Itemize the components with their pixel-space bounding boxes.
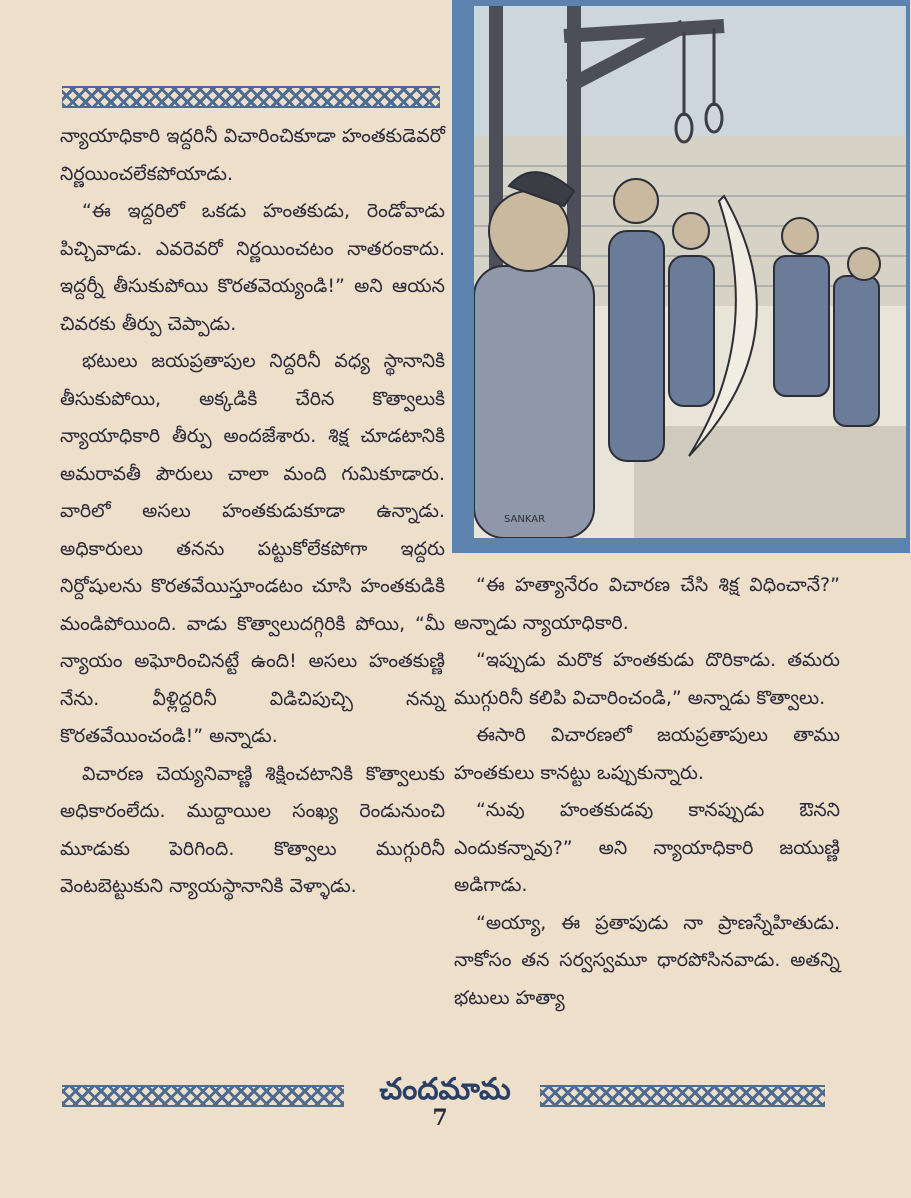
story-column-left	[60, 118, 445, 906]
story-column-right	[454, 567, 840, 1017]
paragraph: ఈసారి విచారణలో జయప్రతాపులు తాము హంతకులు కానట్టు ఒప్పుకున్నారు.	[454, 724, 840, 784]
artist-signature: SANKAR	[504, 514, 546, 525]
story-illustration	[452, 0, 910, 553]
execution-scene-drawing	[474, 6, 906, 538]
paragraph: “అయ్యా, ఈ ప్రతాపుడు నా ప్రాణస్నేహితుడు. నాకోసం తన సర్వస్వమూ ధారపోసినవాడు. అతన్ని భటులు హత్యా	[454, 911, 840, 1009]
paragraph: “ఈ హత్యానేరం విచారణ చేసి శిక్ష విధించానే?” అన్నాడు న్యాయాధికారి.	[454, 574, 840, 634]
paragraph: విచారణ చెయ్యనివాణ్ణి శిక్షించటానికి కొత్వాలుకు అధికారంలేదు. ముద్దాయిల సంఖ్య రెండునుంచి మూడుకు పెరిగింది. కొత్వాలు ముగ్గురినీ వెంటబెట్టుకుని న్యాయస్థానానికి వెళ్ళాడు.	[60, 762, 445, 897]
paragraph: “ఇప్పుడు మరొక హంతకుడు దొరికాడు. తమరు ముగ్గురినీ కలిపి విచారించండి,” అన్నాడు కొత్వాలు.	[454, 649, 840, 709]
decorative-border-top	[62, 86, 440, 108]
magazine-title: చందమామ	[379, 1072, 511, 1107]
paragraph: న్యాయాధికారి ఇద్దరినీ విచారించికూడా హంతకుడెవరో నిర్ణయించలేకపోయాడు.	[60, 125, 445, 185]
page-number: 7	[432, 1105, 448, 1131]
paragraph: “నువు హంతకుడవు కానప్పుడు ఔనని ఎందుకన్నావు?” అని న్యాయాధికారి జయుణ్ణి అడిగాడు.	[454, 799, 840, 896]
paragraph: “ఈ ఇద్దరిలో ఒకడు హంతకుడు, రెండోవాడు పిచ్చివాడు. ఎవరెవరో నిర్ణయించటం నాతరంకాదు. ఇద్దర్నీ తీసుకుపోయి కొరతవెయ్యండి!” అని ఆయన చివరకు తీర్పు చెప్పాడు.	[60, 200, 445, 335]
paragraph: భటులు జయప్రతాపుల నిద్దరినీ వధ్య స్థానానికి తీసుకుపోయి, అక్కడికి చేరిన కొత్వాలుకి న్యాయాధికారి తీర్పు అందజేశారు. శిక్ష చూడటానికి అమరావతీ పౌరులు చాలా మంది గుమికూడారు. వారిలో అసలు హంతకుడుకూడా ఉన్నాడు. అధికారులు తనను పట్టుకోలేకపోగా ఇద్దరు నిర్దోషులను కొరతవేయిస్తూండటం చూసి హంతకుడికి మండిపోయింది. వాడు కొత్వాలుదగ్గిరికి పోయి, “మీ న్యాయం అఘోరించినట్టే ఉంది! అసలు హంతకుణ్ణి నేను. వీళ్లిద్దరినీ విడిచిపుచ్చి నన్ను కొరతవేయించండి!” అన్నాడు.	[60, 350, 445, 747]
decorative-border-bottom-left	[62, 1085, 344, 1107]
decorative-border-bottom-right	[540, 1085, 825, 1107]
